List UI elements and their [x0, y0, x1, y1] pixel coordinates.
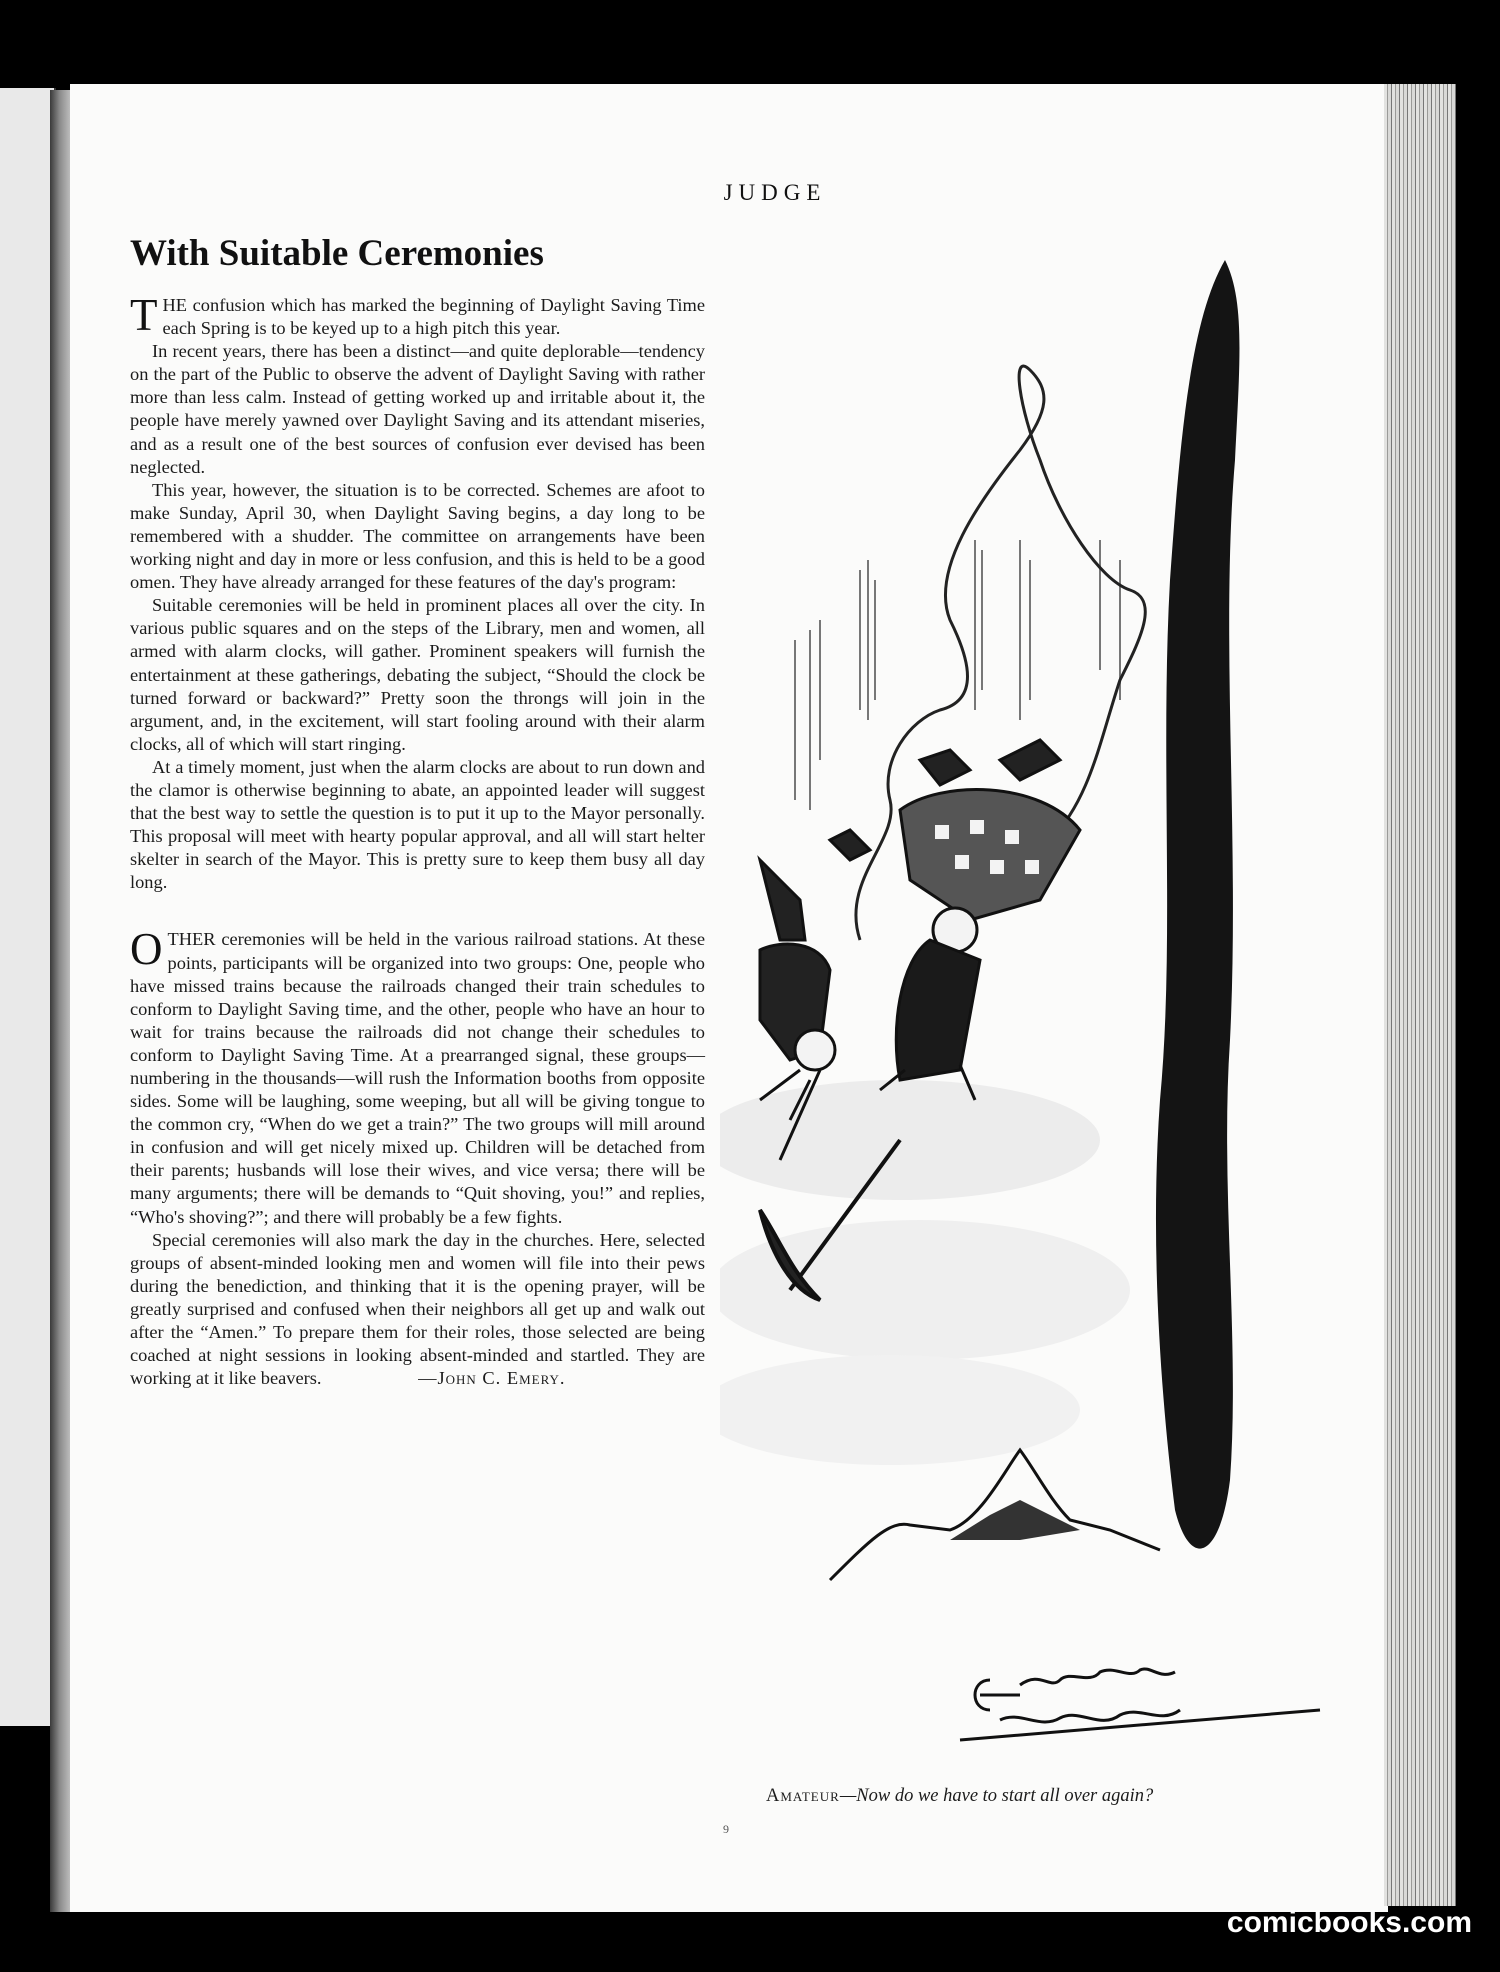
artist-signature: [960, 1669, 1320, 1761]
drop-cap: O: [130, 924, 163, 975]
article-paragraph: Suitable ceremonies will be held in prominent places all over the city. In various public squares and on the steps of the Library, men and women, all armed with alarm clocks, will gather. Prominent speakers will furnish the entertainment at these gatherings, debating the subject, “Should the clock be turned forward or backward?” Pretty soon the throngs will join in the argument, and, in the excitement, will start fooling around with their alarm clocks, all of which will start ringing.: [130, 595, 705, 754]
article-paragraph: In recent years, there has been a distinct—and quite deplorable—tendency on the part of the Public to observe the advent of Daylight Saving with rather more than less calm. Instead of getting worked up and irritable about it, the people have merely yawned over Daylight Saving and its attendant miseries, and as a result one of the best sources of confusion ever devised has been neglected.: [130, 341, 705, 477]
byline: —John C. Emery.: [418, 1368, 566, 1389]
section-break: [130, 894, 705, 928]
watermark: comicbooks.com: [1226, 1906, 1472, 1939]
cartoon-illustration: [720, 240, 1340, 1780]
caption-speaker: Amateur: [766, 1786, 840, 1806]
small-caps-lead: HE: [162, 295, 188, 315]
article-paragraph: [130, 924, 705, 1228]
running-head: JUDGE: [723, 180, 827, 205]
facing-page-edge: [0, 88, 56, 1726]
paragraph-text: confusion which has marked the beginning of Daylight Saving Time each Spring is to be keyed up to a high pitch this year.: [162, 295, 705, 339]
mountain-peak: [830, 1450, 1160, 1580]
article-body: [130, 290, 705, 1390]
cartoon-caption: [766, 1786, 1326, 1807]
article-paragraph: At a timely moment, just when the alarm clocks are about to run down and the clamor is otherwise beginning to abate, an appointed leader will suggest that the best way to settle the question is to put it up to the Mayor personally. This proposal will meet with hearty popular approval, and all will start helter skelter in search of the Mayor. This is pretty sure to keep them busy all day long.: [130, 756, 705, 893]
cliff-face: [1156, 260, 1239, 1549]
article-paragraph: [130, 290, 705, 340]
byline-spacer: [322, 1368, 419, 1388]
page-number: 9: [723, 1822, 729, 1836]
cloud-shading: [720, 1080, 1100, 1200]
small-caps-lead: THER: [167, 929, 216, 950]
cloud-shading: [720, 1355, 1080, 1465]
cloud-shading: [720, 1220, 1130, 1360]
article-paragraph: This year, however, the situation is to be corrected. Schemes are afoot to make Sunday, April 30, when Daylight Saving begins, a day long to be remembered with a shudder. The committee on arrangements have been working night and day in more or less confusion, and this is held to be a good omen. They have already arranged for these features of the day's program:: [130, 479, 705, 593]
artist-signature-text: E Simms Campbell: [1010, 1760, 1018, 1761]
article-paragraph: [130, 1229, 705, 1391]
page-stack-edge: [1384, 84, 1456, 1906]
paragraph-text: Special ceremonies will also mark the day in the churches. Here, selected groups of absent-minded looking men and women will file into their pews during the benediction, and thinking that it is the opening prayer, will be greatly surprised and confused when their neighbors all get up and walk out after the “Amen.” To prepare them for their roles, those selected are being coached at night sessions in looking absent-minded and startled. They are working at it like beavers.: [130, 1229, 705, 1389]
article-title: With Suitable Ceremonies: [130, 233, 544, 274]
drop-cap: T: [130, 290, 158, 340]
paragraph-text: ceremonies will be held in the various railroad stations. At these points, participants will be organized into two groups: One, people who have missed trains because the railroads changed their train schedules to conform to Daylight Saving time, and the other, people who have an hour to wait for trains because the railroads did not change their schedules to conform to Daylight Saving Time. At a prearranged signal, these groups—numbering in the thousands—will rush the Information booths from opposite sides. Some will be laughing, some weeping, but all will be giving tongue to the common cry, “When do we get a train?” The two groups will mill around in confusion and will get nicely mixed up. Children will be detached from their parents; husbands will lose their wives, and vice versa; there will be many arguments; there will be demands to “Quit shoving, you!” and replies, “Who's shoving?”; and there will probably be a few fights.: [130, 929, 705, 1227]
caption-quote: —Now do we have to start all over again?: [839, 1786, 1154, 1806]
falling-climber-right: [880, 740, 1080, 1100]
